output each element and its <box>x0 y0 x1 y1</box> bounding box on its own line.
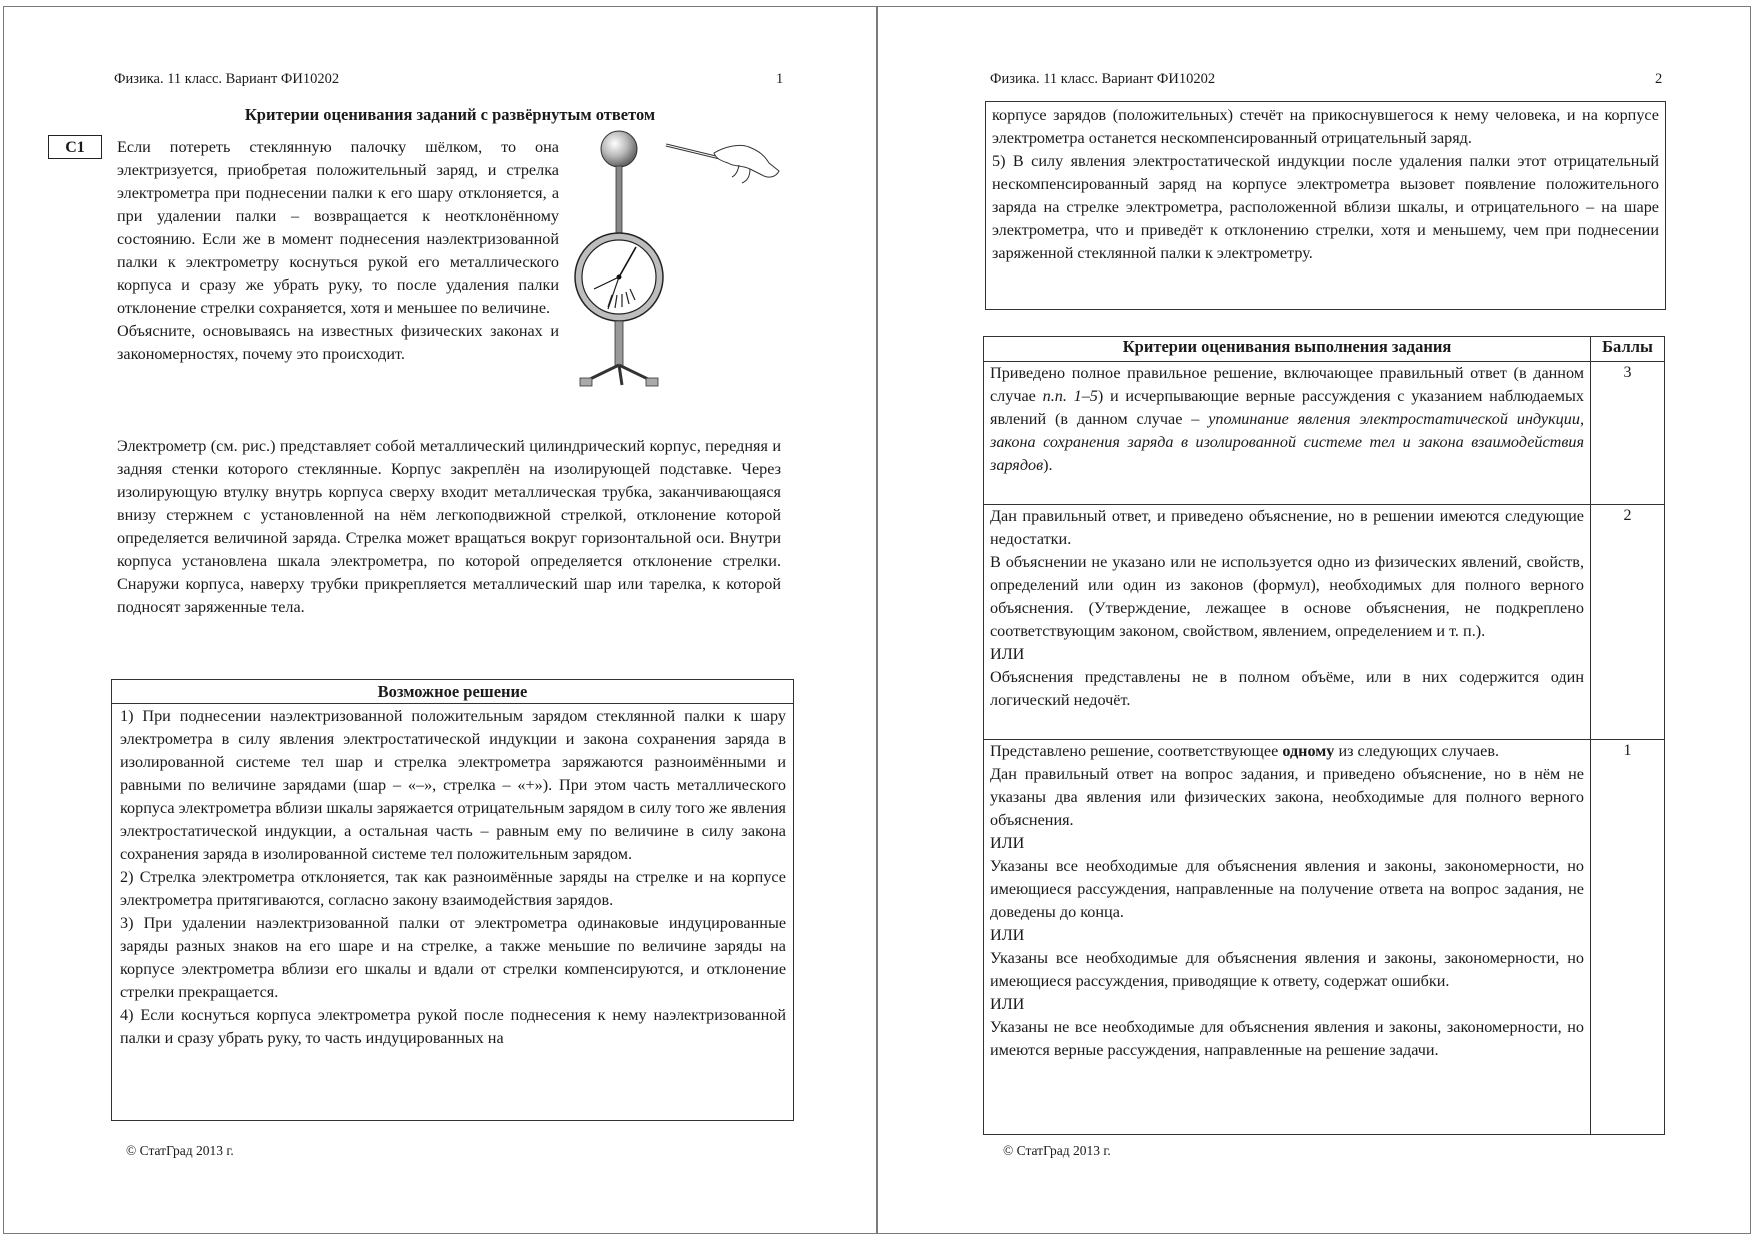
solution-item: 2) Стрелка электрометра отклоняется, так как разноимённые заряды на стрелке и на корпусе электрометра притягиваются, согласно закону взаимодействия зарядов. <box>120 868 786 909</box>
task-statement <box>117 136 559 366</box>
criteria-header-row <box>984 337 1665 362</box>
points-value: 2 <box>1591 505 1665 740</box>
page-number: 1 <box>776 71 784 87</box>
solution-item: 3) При удалении наэлектризованной палки от электрометра одинаковые индуцированные заряды разных знаков на его шаре и на стрелке, а также меньшие по величине заряды на корпусе электрометра вблизи его шкалы и вдали от стрелки компенсируются, и отклонение стрелки прекращается. <box>120 914 786 1001</box>
solution-continuation <box>985 101 1666 310</box>
solution-box <box>111 679 794 1121</box>
table-row <box>984 505 1665 740</box>
solution-item: 1) При поднесении наэлектризованной положительным зарядом стеклянной палки к шару электрометра в силу явления электростатической индукции и закона сохранения заряда в изолированной системе тел шар и стрелка электрометра заряжаются разноимёнными и равными по величине зарядами (шар – «–», стрелка – «+»). При этом часть металлического корпуса электрометра вблизи шкалы заряжается отрицательным зарядом в силу того же явления электростатической индукции, а остальная часть – равным ему по величине в силу закона сохранения заряда в изолированной системе тел положительным зарядом. <box>120 707 787 863</box>
table-row <box>984 740 1665 1135</box>
running-header: Физика. 11 класс. Вариант ФИ10202 <box>114 71 340 87</box>
page-title: Критерии оценивания заданий с развёрнутым ответом <box>244 105 656 124</box>
points-value: 1 <box>1591 740 1665 1135</box>
electrometer-figure <box>564 129 789 391</box>
footer: © СтатГрад 2013 г. <box>1003 1143 1111 1158</box>
continuation-text: корпусе зарядов (положительных) стечёт на прикоснувшегося к нему человека, и на корпусе электрометра останется нескомпенсированный отрицательный заряд. <box>992 106 1659 147</box>
page-2 <box>877 6 1751 1234</box>
criteria-text: Дан правильный ответ, и приведено объяснение, но в решении имеются следующие недостатки. В объяснении не указано или не используется одно из физических явлений, свойств, определений или один из законов (формул), необходимых для полного верного объяснения. (Утверждение, лежащее в основе объяснения, не подкреплено соответствующим законом, свойством, явлением, определением и т. п.). ИЛИ Объяснения представлены не в полном объёме, или в них содержится один логический недочёт. <box>984 505 1591 740</box>
points-column-header: Баллы <box>1591 337 1665 362</box>
criteria-table <box>983 336 1665 1135</box>
task-label: С1 <box>48 135 102 159</box>
hand <box>714 145 779 177</box>
continuation-text: 5) В силу явления электростатической индукции после удаления палки этот отрицательный нескомпенсированный заряд на корпусе электрометра вызовет появление положительного заряда на стрелке электрометра, расположенной вблизи шкалы, и отрицательного – на шаре электрометра, что и приведёт к отклонению стрелки, хотя и меньшему, чем при поднесении заряженной стеклянной палки к электрометру. <box>992 152 1659 262</box>
criteria-text: Представлено решение, соответствующее одному из следующих случаев. Дан правильный ответ на вопрос задания, и приведено объяснение, но в нём не указаны два явления или физических закона, необходимые для полного верного объяснения. ИЛИ Указаны все необходимые для объяснения явления и законы, закономерности, но имеющиеся рассуждения, направленные на получение ответа на вопрос задания, не доведены до конца. ИЛИ Указаны все необходимые для объяснения явления и законы, закономерности, но имеющиеся рассуждения, приводящие к ответу, содержат ошибки. ИЛИ Указаны не все необходимые для объяснения явления и законы, закономерности, но имеются верные рассуждения, направленные на решение задачи. <box>984 740 1591 1135</box>
page-1 <box>3 6 877 1234</box>
footer: © СтатГрад 2013 г. <box>126 1143 234 1158</box>
points-value: 3 <box>1591 362 1665 505</box>
electrometer-ball <box>601 131 637 167</box>
solution-item: 4) Если коснуться корпуса электрометра рукой после поднесения к нему наэлектризованной палки и сразу убрать руку, то часть индуцированных на <box>120 1006 786 1047</box>
task-text: Если потереть стеклянную палочку шёлком, то она электризуется, приобретая положительный заряд, и стрелка электрометра при поднесении палки к его шару отклоняется, а при удалении палки – возвращается к неотклонённому состоянию. Если же в момент поднесения наэлектризованной палки к электрометру коснуться рукой его металлического корпуса и сразу же убрать руку, то после удаления палки отклонение стрелки сохраняется, хотя и меньшее по величине. <box>117 138 559 317</box>
criteria-text: Приведено полное правильное решение, включающее правильный ответ (в данном случае п.п. 1–5) и исчерпывающие верные рассуждения с указанием наблюдаемых явлений (в данном случае – упоминание явления электростатической индукции, закона сохранения заряда в изолированной системе тел и закона взаимодействия зарядов). <box>984 362 1591 505</box>
criteria-column-header: Критерии оценивания выполнения задания <box>984 337 1591 362</box>
description-text: Электрометр (см. рис.) представляет собой металлический цилиндрический корпус, передняя и задняя стенки которого стеклянные. Корпус закреплён на изолирующей подставке. Через изолирующую втулку внутрь корпуса сверху входит металлическая трубка, заканчивающаяся внизу стержнем с установленной на нём легкоподвижной стрелкой, отклонение которой определяется величиной заряда. Стрелка может вращаться вокруг горизонтальной оси. Внутри корпуса установлена шкала электрометра, по которой определяется отклонение стрелки. Снаружи корпуса, наверху трубки прикрепляется металлический шар или тарелка, к которой подносят заряженные тела. <box>117 437 781 616</box>
page-number: 2 <box>1655 71 1663 87</box>
electrometer-description <box>117 435 781 619</box>
task-question: Объясните, основываясь на известных физических законах и закономерностях, почему это происходит. <box>117 322 559 363</box>
table-row <box>984 362 1665 505</box>
solution-heading: Возможное решение <box>112 680 793 704</box>
running-header: Физика. 11 класс. Вариант ФИ10202 <box>990 71 1216 87</box>
solution-body <box>112 704 793 1050</box>
